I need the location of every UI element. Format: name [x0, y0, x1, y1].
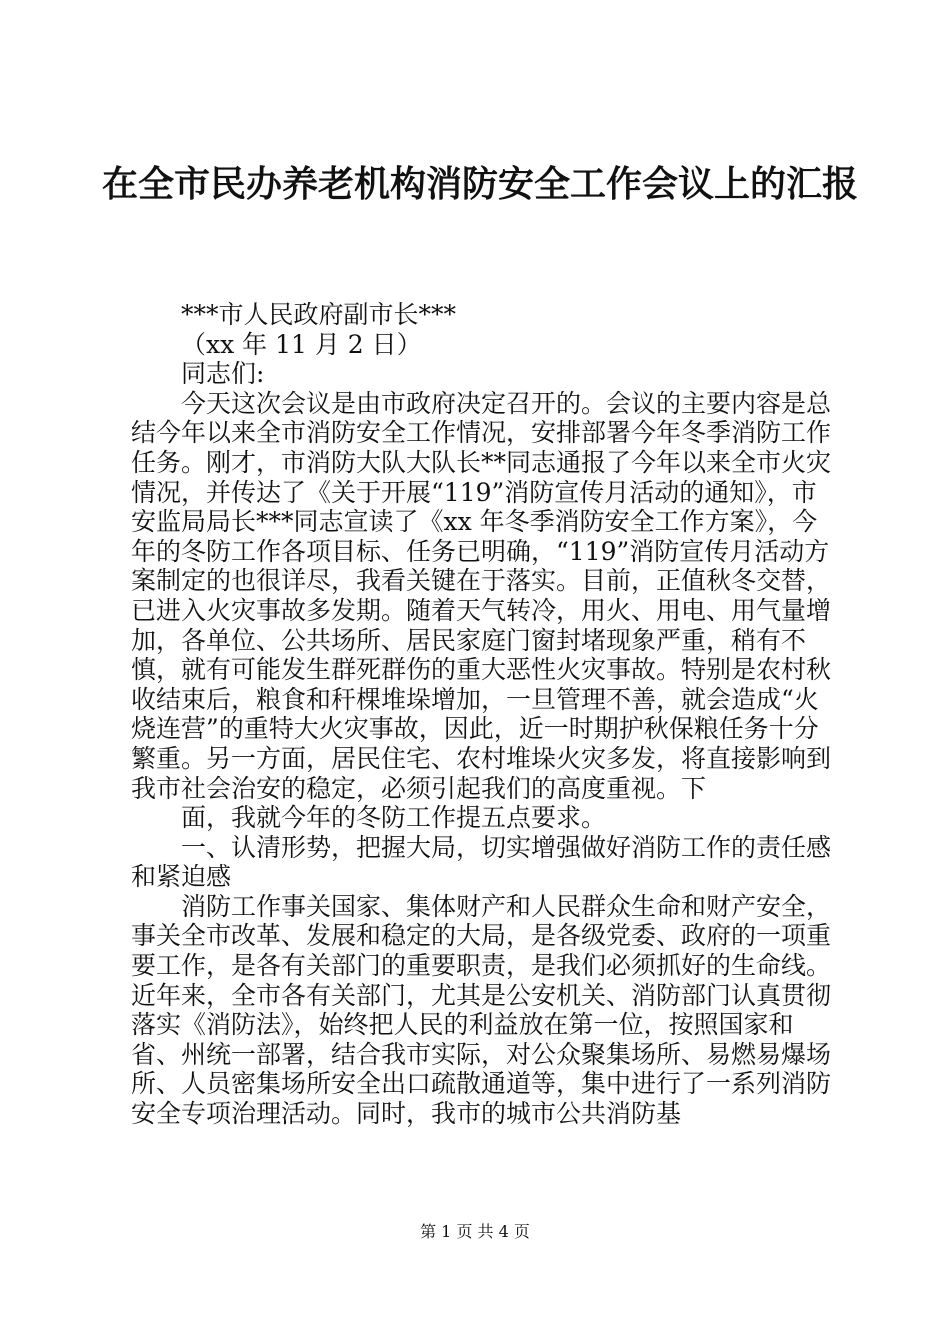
paragraph: 消防工作事关国家、集体财产和人民群众生命和财产安全，事关全市改革、发展和稳定的大局，是各级党委、政府的一项重要工作，是各有关部门的重要职责，是我们必须抓好的生命线。近年来，全市各有关部门，尤其是公安机关、消防部门认真贯彻落实《消防法》，始终把人民的利益放在第一位，按照国家和省、州统一部署，结合我市实际，对公众聚集场所、易燃易爆场所、人员密集场所安全出口疏散通道等，集中进行了一系列消防安全专项治理活动。同时，我市的城市公共消防基	[131, 891, 832, 1129]
paragraph: 今天这次会议是由市政府决定召开的。会议的主要内容是总结今年以来全市消防安全工作情况，安排部署今年冬季消防工作任务。刚才，市消防大队大队长**同志通报了今年以来全市火灾情况，并传达了《关于开展“119”消防宣传月活动的通知》，市安监局局长***同志宣读了《xx 年冬季消防安全工作方案》，今年的冬防工作各项目标、任务已明确，“119”消防宣传月活动方案制定的也很详尽，我看关键在于落实。目前，正值秋冬交替，已进入火灾事故多发期。随着天气转冷，用火、用电、用气量增加，各单位、公共场所、居民家庭门窗封堵现象严重，稍有不慎，就有可能发生群死群伤的重大恶性火灾事故。特别是农村秋收结束后，粮食和秆棵堆垛增加，一旦管理不善，就会造成“火烧连营”的重特大火灾事故，因此，近一时期护秋保粮任务十分繁重。另一方面，居民住宅、农村堆垛火灾多发，将直接影响到我市社会治安的稳定，必须引起我们的高度重视。下	[131, 388, 832, 803]
paragraph: 面，我就今年的冬防工作提五点要求。	[181, 803, 607, 833]
author-line: ***市人民政府副市长***	[181, 300, 457, 329]
section-heading: 一、认清形势，把握大局，切实增强做好消防工作的责任感和紧迫感	[131, 832, 832, 892]
date-line: （xx 年 11 月 2 日）	[181, 329, 422, 359]
document-title: 在全市民办养老机构消防安全工作会议上的汇报	[101, 163, 858, 205]
document-body	[131, 300, 836, 1129]
page-footer: 第 1 页 共 4 页	[420, 1222, 530, 1241]
salutation: 同志们:	[181, 359, 265, 389]
